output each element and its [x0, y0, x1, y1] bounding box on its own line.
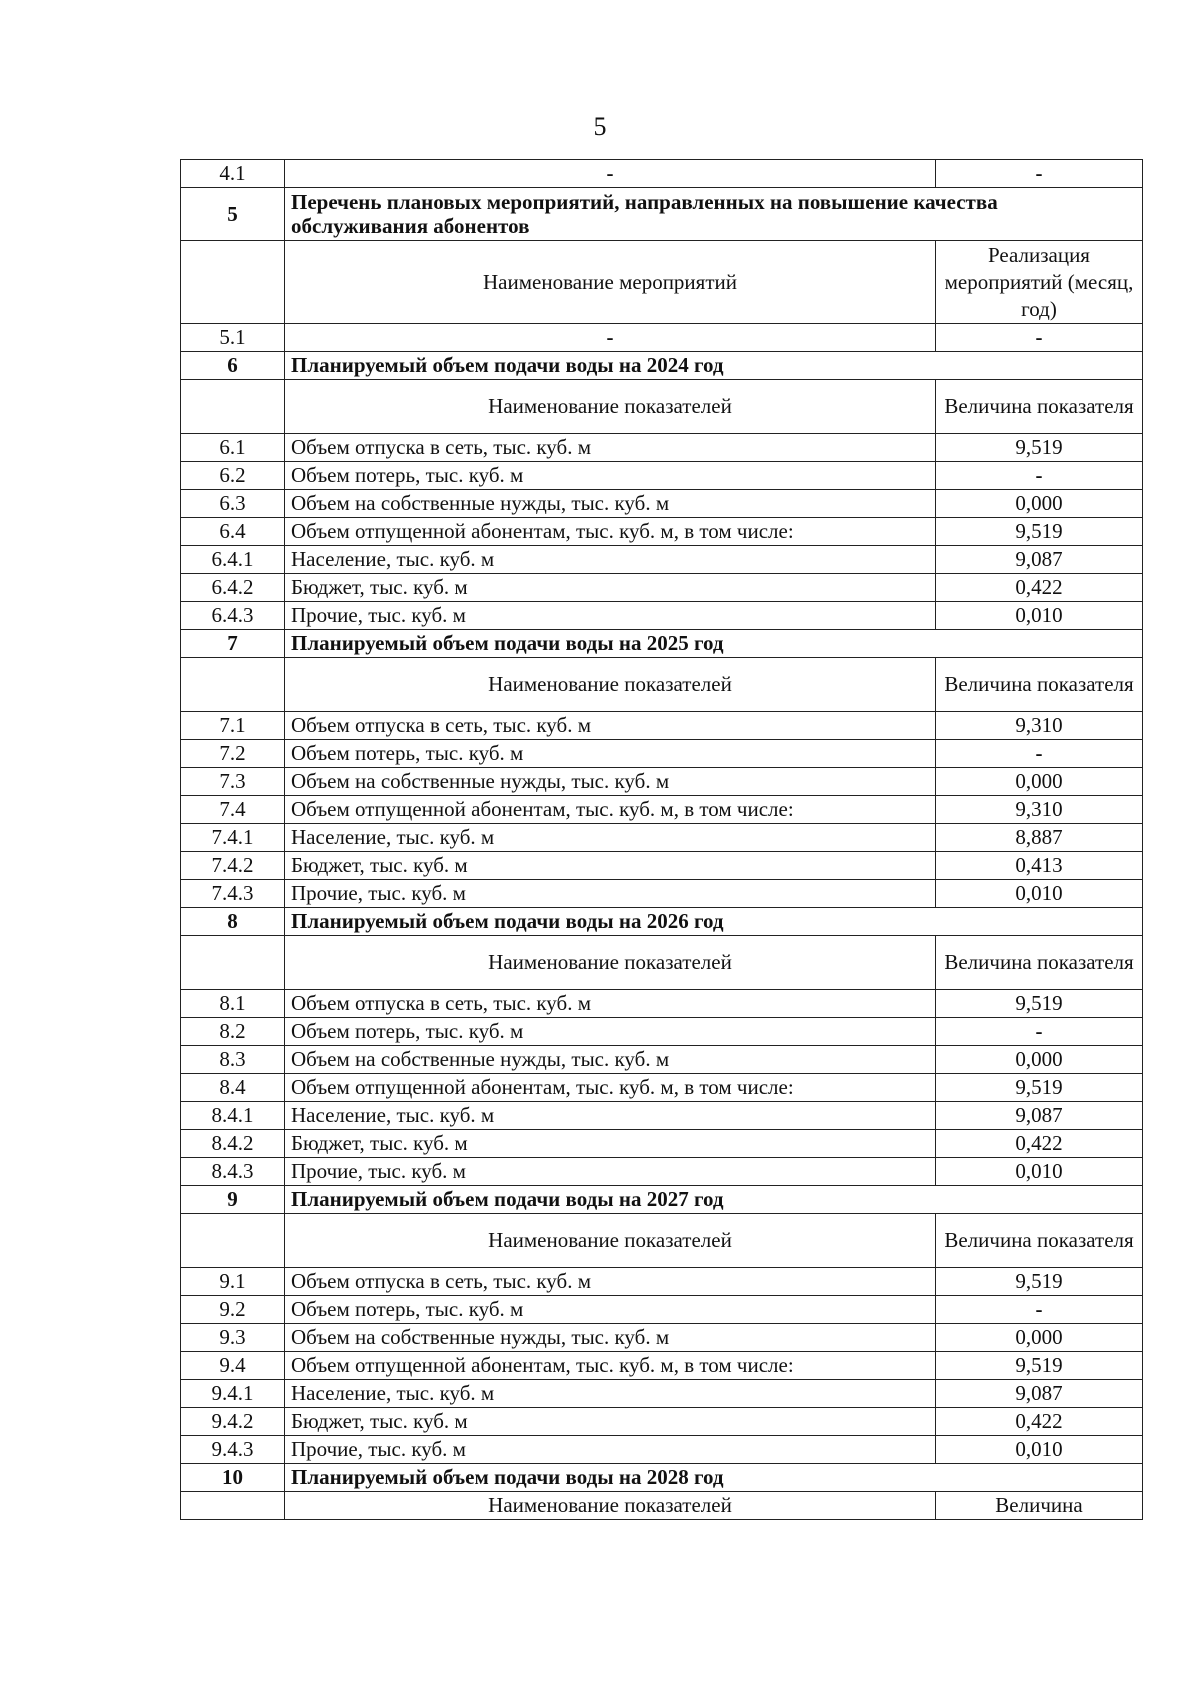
- row-indicator-name: Объем потерь, тыс. куб. м: [285, 1296, 936, 1324]
- row-value: -: [936, 1018, 1143, 1046]
- header-blank-cell: [181, 658, 285, 712]
- table-row: [181, 546, 1143, 574]
- row-indicator-name: Объем отпуска в сеть, тыс. куб. м: [285, 434, 936, 462]
- row-indicator-name: Бюджет, тыс. куб. м: [285, 1130, 936, 1158]
- table-row: [181, 1018, 1143, 1046]
- column-header-row: [181, 658, 1143, 712]
- row-indicator-name: Объем отпущенной абонентам, тыс. куб. м, в том числе:: [285, 796, 936, 824]
- row-value: 9,519: [936, 1352, 1143, 1380]
- row-value: 0,413: [936, 852, 1143, 880]
- table-row: [181, 1158, 1143, 1186]
- row-indicator-name: Объем на собственные нужды, тыс. куб. м: [285, 1046, 936, 1074]
- column-header-value: Величина показателя: [936, 936, 1143, 990]
- row-indicator-name: Объем отпущенной абонентам, тыс. куб. м, в том числе:: [285, 1352, 936, 1380]
- row-value: 0,422: [936, 574, 1143, 602]
- row-number: 6.4.3: [181, 602, 285, 630]
- table-row: [181, 1436, 1143, 1464]
- section-title: Планируемый объем подачи воды на 2028 год: [285, 1464, 1143, 1492]
- row-indicator-name: Объем потерь, тыс. куб. м: [285, 462, 936, 490]
- row-number: 6.4.1: [181, 546, 285, 574]
- row-indicator-name: Объем отпущенной абонентам, тыс. куб. м, в том числе:: [285, 1074, 936, 1102]
- table-row: [181, 462, 1143, 490]
- row-number: 7.4.1: [181, 824, 285, 852]
- table-row: [181, 796, 1143, 824]
- row-value: 9,519: [936, 518, 1143, 546]
- table-row: [181, 518, 1143, 546]
- table-row: [181, 434, 1143, 462]
- header-blank-cell: [181, 241, 285, 324]
- section-row: [181, 352, 1143, 380]
- row-number: 7.3: [181, 768, 285, 796]
- row-number: 7.4.2: [181, 852, 285, 880]
- column-header-name: Наименование показателей: [285, 936, 936, 990]
- row-value: 9,519: [936, 990, 1143, 1018]
- section-row: [181, 908, 1143, 936]
- section-title: Перечень плановых мероприятий, направленных на повышение качества обслуживания абонентов: [285, 188, 1143, 241]
- column-header-name: Наименование показателей: [285, 658, 936, 712]
- row-number: 9.4.2: [181, 1408, 285, 1436]
- row-indicator-name: Объем отпущенной абонентам, тыс. куб. м, в том числе:: [285, 518, 936, 546]
- table-row: [181, 740, 1143, 768]
- column-header-value: Реализация мероприятий (месяц, год): [936, 241, 1143, 324]
- row-value: -: [936, 1296, 1143, 1324]
- column-header-row: [181, 936, 1143, 990]
- indicators-table: [180, 159, 1143, 1520]
- table-row: [181, 574, 1143, 602]
- column-header-value: Величина показателя: [936, 1214, 1143, 1268]
- row-value: 9,087: [936, 546, 1143, 574]
- table-row: [181, 1102, 1143, 1130]
- row-value: 9,310: [936, 796, 1143, 824]
- row-number: 7.4: [181, 796, 285, 824]
- row-value: 0,010: [936, 880, 1143, 908]
- table-row: [181, 160, 1143, 188]
- section-number: 5: [181, 188, 285, 241]
- section-row: [181, 630, 1143, 658]
- row-value: -: [936, 462, 1143, 490]
- row-number: 7.4.3: [181, 880, 285, 908]
- row-value: 0,000: [936, 490, 1143, 518]
- table-row: [181, 1352, 1143, 1380]
- section-number: 8: [181, 908, 285, 936]
- row-indicator-name: Прочие, тыс. куб. м: [285, 880, 936, 908]
- section-number: 7: [181, 630, 285, 658]
- table-row: [181, 1296, 1143, 1324]
- section-title: Планируемый объем подачи воды на 2026 год: [285, 908, 1143, 936]
- row-indicator-name: Население, тыс. куб. м: [285, 546, 936, 574]
- row-number: 6.2: [181, 462, 285, 490]
- row-number: 4.1: [181, 160, 285, 188]
- row-indicator-name: Население, тыс. куб. м: [285, 824, 936, 852]
- table-row: [181, 1324, 1143, 1352]
- row-indicator-name: Объем отпуска в сеть, тыс. куб. м: [285, 712, 936, 740]
- column-header-name: Наименование показателей: [285, 1492, 936, 1520]
- row-indicator-name: Объем на собственные нужды, тыс. куб. м: [285, 1324, 936, 1352]
- table-row: [181, 324, 1143, 352]
- row-number: 8.4: [181, 1074, 285, 1102]
- row-number: 8.1: [181, 990, 285, 1018]
- row-value: -: [936, 324, 1143, 352]
- table-body: [181, 160, 1143, 1520]
- row-value: 0,010: [936, 1158, 1143, 1186]
- row-value: -: [936, 160, 1143, 188]
- column-header-row: [181, 380, 1143, 434]
- row-value: 0,000: [936, 1046, 1143, 1074]
- row-value: 0,010: [936, 602, 1143, 630]
- row-number: 8.4.1: [181, 1102, 285, 1130]
- row-value: 0,000: [936, 1324, 1143, 1352]
- row-value: 9,519: [936, 1074, 1143, 1102]
- row-number: 6.4.2: [181, 574, 285, 602]
- header-blank-cell: [181, 936, 285, 990]
- section-row: [181, 1464, 1143, 1492]
- row-indicator-name: Прочие, тыс. куб. м: [285, 1158, 936, 1186]
- row-number: 6.3: [181, 490, 285, 518]
- table-row: [181, 1268, 1143, 1296]
- row-indicator-name: Объем на собственные нужды, тыс. куб. м: [285, 490, 936, 518]
- column-header-name: Наименование показателей: [285, 1214, 936, 1268]
- column-header-row: [181, 1492, 1143, 1520]
- row-number: 9.2: [181, 1296, 285, 1324]
- table-row: [181, 990, 1143, 1018]
- column-header-row: [181, 1214, 1143, 1268]
- column-header-name: Наименование мероприятий: [285, 241, 936, 324]
- row-value: 9,519: [936, 1268, 1143, 1296]
- section-title: Планируемый объем подачи воды на 2027 год: [285, 1186, 1143, 1214]
- table-row: [181, 768, 1143, 796]
- table-row: [181, 490, 1143, 518]
- row-number: 8.4.2: [181, 1130, 285, 1158]
- row-indicator-name: Объем отпуска в сеть, тыс. куб. м: [285, 1268, 936, 1296]
- column-header-name: Наименование показателей: [285, 380, 936, 434]
- row-value: 0,010: [936, 1436, 1143, 1464]
- row-number: 9.4: [181, 1352, 285, 1380]
- row-number: 9.3: [181, 1324, 285, 1352]
- header-blank-cell: [181, 1214, 285, 1268]
- table-row: [181, 1380, 1143, 1408]
- row-indicator-name: Объем на собственные нужды, тыс. куб. м: [285, 768, 936, 796]
- section-number: 9: [181, 1186, 285, 1214]
- row-value: 9,087: [936, 1380, 1143, 1408]
- table-row: [181, 1408, 1143, 1436]
- table-row: [181, 1130, 1143, 1158]
- row-number: 5.1: [181, 324, 285, 352]
- section-number: 10: [181, 1464, 285, 1492]
- row-indicator-name: Прочие, тыс. куб. м: [285, 1436, 936, 1464]
- row-indicator-name: Объем отпуска в сеть, тыс. куб. м: [285, 990, 936, 1018]
- section-title: Планируемый объем подачи воды на 2024 год: [285, 352, 1143, 380]
- table-row: [181, 602, 1143, 630]
- row-number: 8.4.3: [181, 1158, 285, 1186]
- row-indicator-name: Прочие, тыс. куб. м: [285, 602, 936, 630]
- row-value: -: [936, 740, 1143, 768]
- row-number: 7.1: [181, 712, 285, 740]
- row-indicator-name: Население, тыс. куб. м: [285, 1380, 936, 1408]
- row-indicator-name: Объем потерь, тыс. куб. м: [285, 1018, 936, 1046]
- row-number: 7.2: [181, 740, 285, 768]
- header-blank-cell: [181, 380, 285, 434]
- header-blank-cell: [181, 1492, 285, 1520]
- row-value: 9,310: [936, 712, 1143, 740]
- table-row: [181, 1074, 1143, 1102]
- row-value: 9,519: [936, 434, 1143, 462]
- row-indicator-name: Население, тыс. куб. м: [285, 1102, 936, 1130]
- row-number: 9.4.1: [181, 1380, 285, 1408]
- page-number: 5: [593, 112, 607, 141]
- row-number: 9.1: [181, 1268, 285, 1296]
- row-number: 8.2: [181, 1018, 285, 1046]
- table-row: [181, 712, 1143, 740]
- section-row: [181, 1186, 1143, 1214]
- row-number: 8.3: [181, 1046, 285, 1074]
- column-header-value: Величина показателя: [936, 380, 1143, 434]
- column-header-row: [181, 241, 1143, 324]
- table-row: [181, 852, 1143, 880]
- table-row: [181, 824, 1143, 852]
- section-title: Планируемый объем подачи воды на 2025 год: [285, 630, 1143, 658]
- section-row: [181, 188, 1143, 241]
- row-indicator-name: Бюджет, тыс. куб. м: [285, 1408, 936, 1436]
- row-indicator-name: Бюджет, тыс. куб. м: [285, 574, 936, 602]
- table-row: [181, 880, 1143, 908]
- row-value: 0,422: [936, 1130, 1143, 1158]
- row-indicator-name: Бюджет, тыс. куб. м: [285, 852, 936, 880]
- column-header-value: Величина: [936, 1492, 1143, 1520]
- row-indicator-name: -: [285, 324, 936, 352]
- row-value: 0,000: [936, 768, 1143, 796]
- row-indicator-name: -: [285, 160, 936, 188]
- row-number: 6.4: [181, 518, 285, 546]
- column-header-value: Величина показателя: [936, 658, 1143, 712]
- row-value: 9,087: [936, 1102, 1143, 1130]
- row-value: 8,887: [936, 824, 1143, 852]
- table-row: [181, 1046, 1143, 1074]
- section-number: 6: [181, 352, 285, 380]
- row-value: 0,422: [936, 1408, 1143, 1436]
- row-number: 6.1: [181, 434, 285, 462]
- row-indicator-name: Объем потерь, тыс. куб. м: [285, 740, 936, 768]
- row-number: 9.4.3: [181, 1436, 285, 1464]
